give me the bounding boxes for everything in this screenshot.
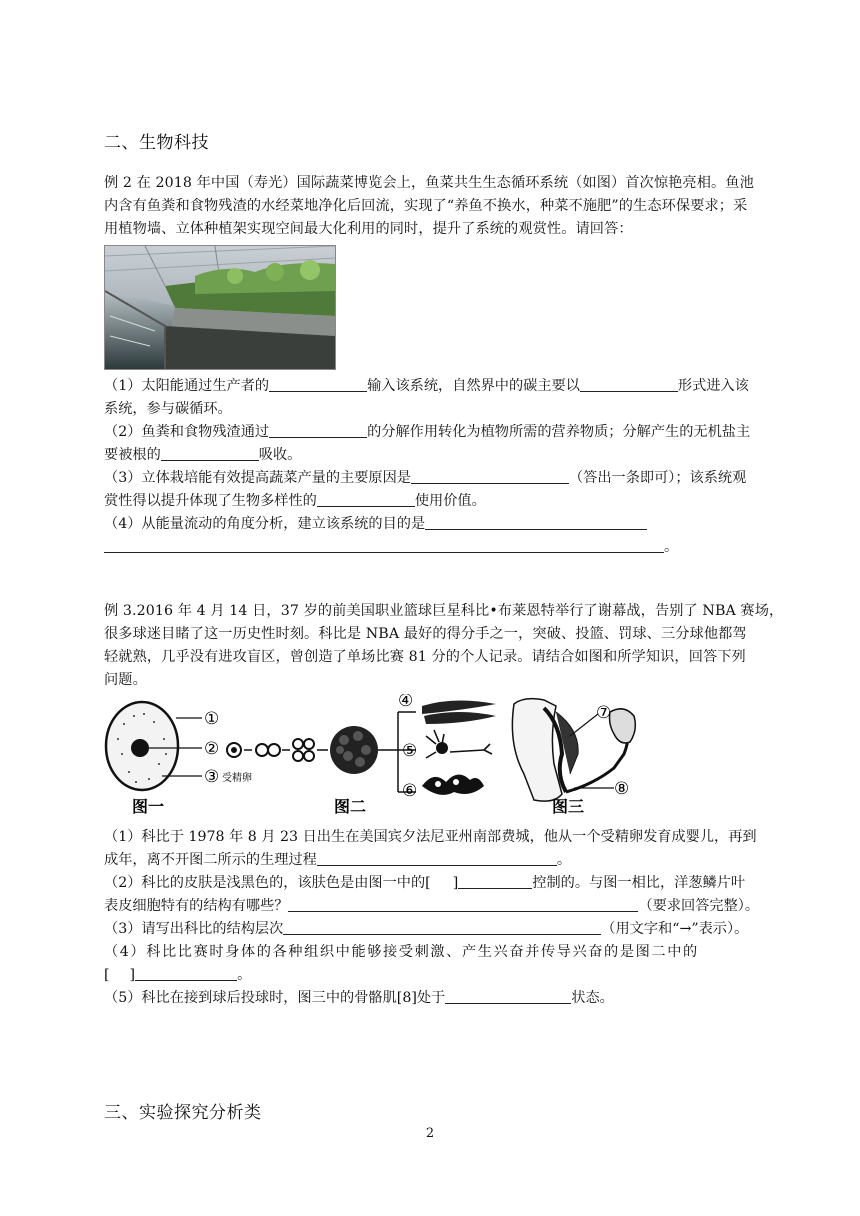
label-5: ⑤ (402, 741, 418, 761)
q-text: 输入该系统，自然界中的碳主要以 (367, 378, 580, 394)
q-text: （5）科比在接到球后投球时，图三中的骨骼肌[8]处于 (104, 990, 446, 1006)
q-text: 吸收。 (258, 447, 302, 463)
q-text: 赏性得以提升体现了生物多样性的 (104, 493, 317, 509)
answer-blank[interactable] (161, 445, 259, 461)
section-title-experiment: 三、实验探究分析类 (104, 1103, 262, 1123)
q-text: ] (452, 875, 459, 891)
q-text: 的分解作用转化为植物所需的营养物质；分解产生的无机盐主 (367, 424, 751, 440)
page-number: 2 (425, 1126, 435, 1141)
figure-1-cell (106, 702, 252, 814)
label-1: ① (204, 709, 220, 729)
figure-2-cell-division (227, 694, 496, 814)
answer-blank[interactable] (458, 873, 532, 889)
example-3-intro (104, 600, 784, 692)
intro-line: 例 3.2016 年 4 月 14 日，37 岁的前美国职业篮球巨星科比•布莱恩特举行了谢幕战，告别了 NBA 赛场， (104, 603, 784, 619)
answer-blank[interactable] (580, 376, 678, 392)
question-2-1-line-2: 系统，参与碳循环。 (104, 401, 232, 417)
answer-blank[interactable] (269, 376, 367, 392)
q-text: [ (104, 967, 110, 983)
answer-blank[interactable] (317, 491, 415, 507)
answer-blank[interactable] (283, 919, 601, 935)
q-text: （3）请写出科比的结构层次 (104, 921, 284, 937)
figures-cell-tissue-muscle (104, 694, 644, 814)
question-3-5-line (104, 987, 784, 1010)
intro-line: 轻就熟，几乎没有进攻盲区，曾创造了单场比赛 81 分的个人记录。请结合如图和所学知识，回答下列 (104, 649, 746, 665)
section-title-biotech: 二、生物科技 (104, 133, 209, 153)
question-2-4-line-2 (104, 536, 784, 559)
answer-blank[interactable] (288, 896, 638, 912)
answer-blank[interactable] (445, 988, 571, 1004)
intro-line: 很多球迷目睹了这一历史性时刻。科比是 NBA 最好的得分手之一，突破、投篮、罚球、三分球他都驾 (104, 626, 747, 642)
q-text: 形式进入该 (677, 378, 749, 394)
example-2-intro (104, 172, 772, 241)
question-2-2-line-1 (104, 421, 784, 444)
question-2-4-line-1 (104, 513, 784, 536)
fertilized-egg-label: 受精卵 (222, 773, 252, 784)
question-3-2-line-1 (104, 872, 784, 895)
question-2-2-line-2 (104, 444, 784, 467)
answer-blank[interactable] (425, 514, 647, 530)
q-text: （1）太阳能通过生产者的 (104, 378, 270, 394)
question-3-2-line-2 (104, 895, 784, 918)
q-text: （3）立体栽培能有效提高蔬菜产量的主要原因是 (104, 470, 411, 486)
answer-blank[interactable] (317, 850, 557, 866)
question-3-4-line-1: （4）科比比赛时身体的各种组织中能够接受刺激、产生兴奋并传导兴奋的是图二中的 (104, 944, 699, 960)
intro-line: 用植物墙、立体种植架实现空间最大化利用的同时，提升了系统的观赏性。请回答： (104, 221, 633, 237)
q-text: 。 (556, 852, 572, 868)
question-2-3-line-2 (104, 490, 784, 513)
question-3-1-line-1: （1）科比于 1978 年 8 月 23 日出生在美国宾夕法尼亚州南部费城，他从一个受精卵发育成婴儿，再到 (104, 829, 757, 845)
label-2: ② (204, 739, 220, 759)
q-text: 使用价值。 (414, 493, 486, 509)
label-7: ⑦ (596, 703, 612, 723)
label-3: ③ (204, 767, 220, 787)
figure-3-label: 图三 (552, 797, 585, 814)
intro-line: 内含有鱼粪和食物残渣的水经菜地净化后回流，实现了“养鱼不换水，种菜不施肥”的生态环保要求；采 (104, 198, 748, 214)
question-3-3-line (104, 918, 784, 941)
q-text: 成年，离不开图二所示的生理过程 (104, 852, 317, 868)
answer-blank[interactable] (269, 422, 367, 438)
q-text: 。 (237, 967, 252, 983)
q-text: （2）鱼粪和食物残渣通过 (104, 424, 270, 440)
q-text: 状态。 (571, 990, 614, 1006)
q-text: （要求回答完整）。 (638, 898, 760, 914)
q-text: （2）科比的皮肤是浅黑色的，该肤色是由图一中的[ (104, 875, 431, 891)
intro-line: 例 2 在 2018 年中国（寿光）国际蔬菜博览会上，鱼菜共生生态循环系统（如图）首次惊艳亮相。鱼池 (104, 175, 754, 191)
answer-blank[interactable] (135, 965, 237, 981)
q-text: （用文字和“→”表示）。 (601, 921, 749, 937)
figure-3-arm-muscles (512, 699, 635, 814)
q-text: ] (129, 967, 136, 983)
figure-1-label: 图一 (132, 797, 165, 814)
aquaponics-photo (104, 245, 336, 370)
question-2-3-line-1 (104, 467, 784, 490)
intro-line: 问题。 (104, 672, 147, 688)
answer-blank[interactable] (104, 537, 664, 553)
label-6: ⑥ (402, 781, 418, 801)
question-2-1-line-1 (104, 375, 784, 398)
q-text: （4）从能量流动的角度分析，建立该系统的目的是 (104, 516, 426, 532)
q-text: 。 (664, 539, 679, 555)
label-8: ⑧ (614, 779, 630, 799)
q-text: 控制的。与图一相比，洋葱鳞片叶 (532, 875, 746, 891)
q-text: 要被根的 (104, 447, 161, 463)
q-text: 表皮细胞特有的结构有哪些？ (104, 898, 289, 914)
figure-2-label: 图二 (334, 797, 367, 814)
q-text: （答出一条即可）；该系统观 (568, 470, 747, 486)
label-4: ④ (398, 694, 414, 711)
question-3-1-line-2 (104, 849, 784, 872)
answer-blank[interactable] (411, 468, 569, 484)
question-3-4-line-2 (104, 964, 784, 987)
